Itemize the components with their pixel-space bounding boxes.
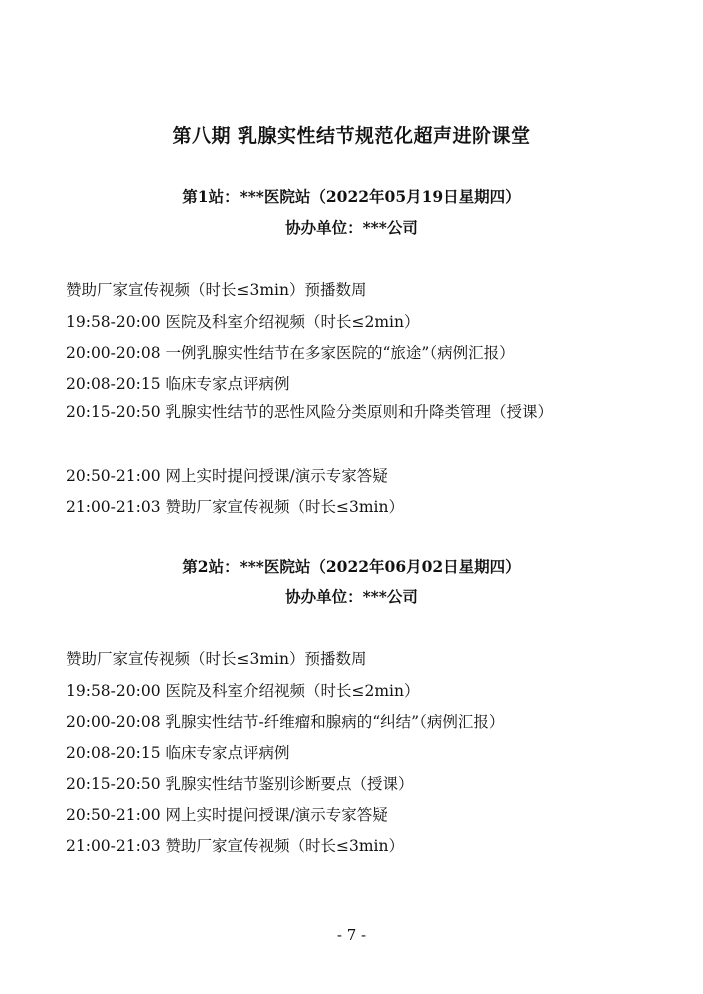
- station-1-item-3: 20:00-20:08 一例乳腺实性结节在多家医院的“旅途”（病例汇报）: [66, 344, 515, 362]
- station-2-item-5: 20:15-20:50 乳腺实性结节鉴别诊断要点（授课）: [66, 775, 414, 793]
- page-title: 第八期 乳腺实性结节规范化超声进阶课堂: [172, 125, 531, 147]
- station-2-organizer: 协办单位：***公司: [285, 587, 418, 606]
- station-1-item-7: 21:00-21:03 赞助厂家宣传视频（时长≤3min）: [66, 498, 404, 516]
- station-2-item-1: 赞助厂家宣传视频（时长≤3min）预播数周: [66, 650, 367, 668]
- page-number: - 7 -: [336, 926, 367, 944]
- station-1-item-6: 20:50-21:00 网上实时提问授课/演示专家答疑: [66, 467, 388, 485]
- station-2-item-7: 21:00-21:03 赞助厂家宣传视频（时长≤3min）: [66, 837, 404, 855]
- station-2-item-6: 20:50-21:00 网上实时提问授课/演示专家答疑: [66, 806, 388, 824]
- station-1-heading: 第1站：***医院站（2022年05月19日星期四）: [182, 187, 521, 206]
- station-1-organizer: 协办单位：***公司: [285, 218, 418, 237]
- station-2-item-3: 20:00-20:08 乳腺实性结节-纤维瘤和腺病的“纠结”（病例汇报）: [66, 713, 505, 731]
- station-2-item-2: 19:58-20:00 医院及科室介绍视频（时长≤2min）: [66, 682, 420, 700]
- station-1-item-5: 20:15-20:50 乳腺实性结节的恶性风险分类原则和升降类管理（授课）: [66, 403, 554, 421]
- station-1-item-4: 20:08-20:15 临床专家点评病例: [66, 375, 290, 393]
- station-2-heading: 第2站：***医院站（2022年06月02日星期四）: [182, 557, 521, 576]
- station-2-item-4: 20:08-20:15 临床专家点评病例: [66, 744, 290, 762]
- station-1-item-1: 赞助厂家宣传视频（时长≤3min）预播数周: [66, 281, 367, 299]
- station-1-item-2: 19:58-20:00 医院及科室介绍视频（时长≤2min）: [66, 313, 420, 331]
